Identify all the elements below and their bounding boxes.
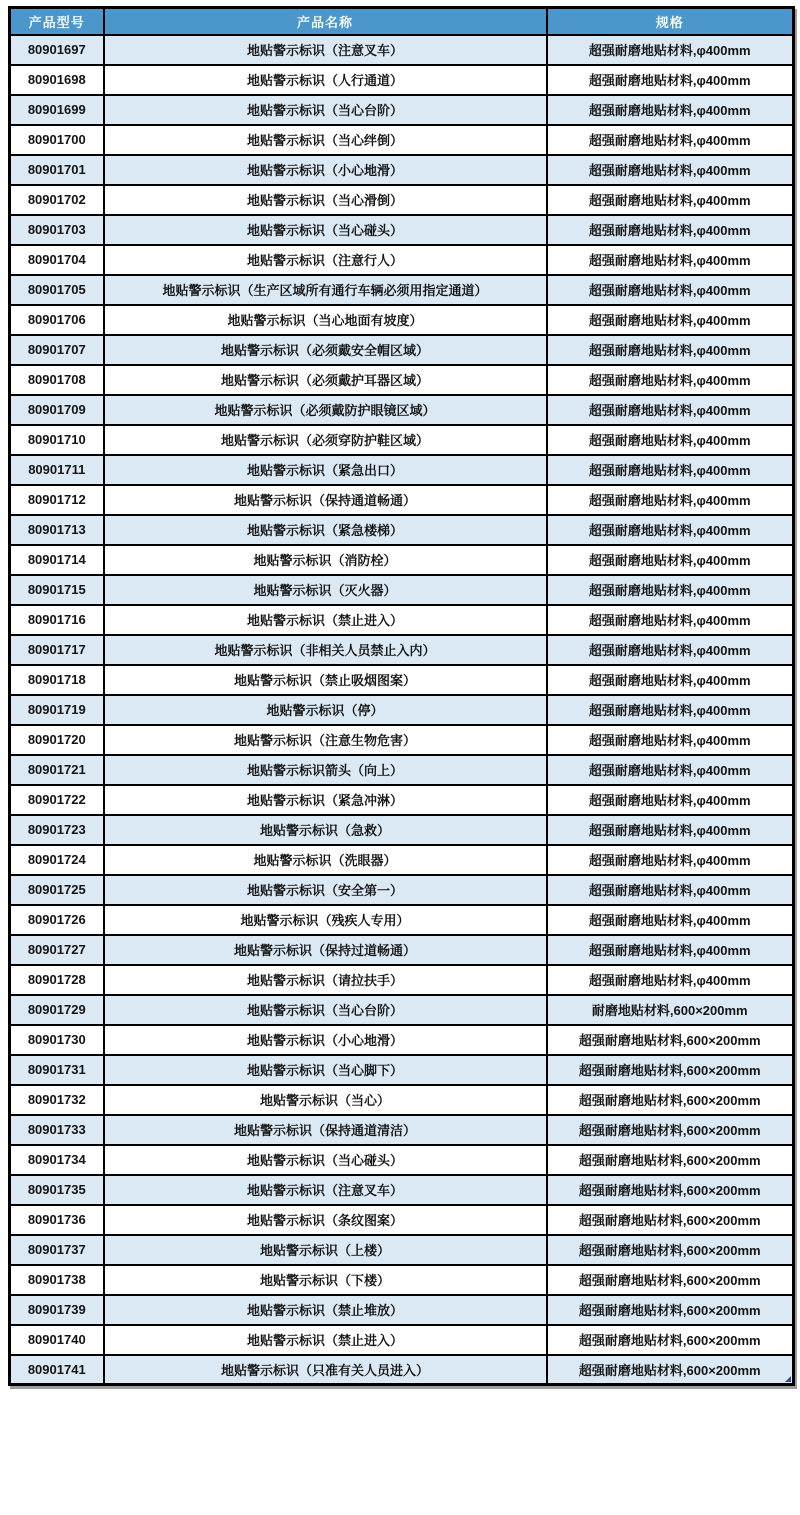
cell-spec: 超强耐磨地贴材料,φ400mm [547,605,794,635]
cell-model: 80901721 [10,755,104,785]
table-row [10,1115,794,1145]
cell-model: 80901728 [10,965,104,995]
cell-spec: 超强耐磨地贴材料,φ400mm [547,725,794,755]
table-row [10,455,794,485]
cell-name: 地贴警示标识（必须戴防护眼镜区域） [104,395,547,425]
table-row [10,1085,794,1115]
table-row [10,725,794,755]
cell-name: 地贴警示标识（灭火器） [104,575,547,605]
cell-name: 地贴警示标识（注意叉车） [104,35,547,65]
cell-model: 80901708 [10,365,104,395]
cell-name: 地贴警示标识（必须穿防护鞋区域） [104,425,547,455]
cell-name: 地贴警示标识（注意行人） [104,245,547,275]
table-row [10,995,794,1025]
cell-model: 80901716 [10,605,104,635]
cell-model: 80901703 [10,215,104,245]
table-row [10,1325,794,1355]
table-row [10,1175,794,1205]
cell-model: 80901725 [10,875,104,905]
cell-model: 80901704 [10,245,104,275]
cell-model: 80901710 [10,425,104,455]
product-table-container [8,6,795,1386]
cell-model: 80901726 [10,905,104,935]
table-row [10,155,794,185]
table-row [10,245,794,275]
cell-model: 80901709 [10,395,104,425]
cell-name: 地贴警示标识（条纹图案） [104,1205,547,1235]
table-row [10,305,794,335]
cell-spec: 超强耐磨地贴材料,600×200mm [547,1115,794,1145]
cell-name: 地贴警示标识（保持通道清洁） [104,1115,547,1145]
cell-spec: 超强耐磨地贴材料,600×200mm [547,1265,794,1295]
cell-model: 80901702 [10,185,104,215]
cell-model: 80901741 [10,1355,104,1385]
product-table [8,6,795,1386]
cell-name: 地贴警示标识（请拉扶手） [104,965,547,995]
cell-spec: 超强耐磨地贴材料,φ400mm [547,95,794,125]
cell-name: 地贴警示标识（禁止吸烟图案） [104,665,547,695]
cell-name: 地贴警示标识（消防栓） [104,545,547,575]
table-row [10,185,794,215]
cell-name: 地贴警示标识箭头（向上） [104,755,547,785]
cell-name: 地贴警示标识（下楼） [104,1265,547,1295]
cell-spec: 超强耐磨地贴材料,φ400mm [547,665,794,695]
cell-model: 80901733 [10,1115,104,1145]
cell-spec: 超强耐磨地贴材料,φ400mm [547,905,794,935]
cell-name: 地贴警示标识（紧急冲淋） [104,785,547,815]
cell-name: 地贴警示标识（残疾人专用） [104,905,547,935]
cell-name: 地贴警示标识（当心碰头） [104,1145,547,1175]
cell-model: 80901729 [10,995,104,1025]
cell-name: 地贴警示标识（保持过道畅通） [104,935,547,965]
table-row [10,695,794,725]
cell-name: 地贴警示标识（禁止堆放） [104,1295,547,1325]
cell-name: 地贴警示标识（禁止进入） [104,1325,547,1355]
cell-name: 地贴警示标识（当心地面有坡度） [104,305,547,335]
cell-model: 80901722 [10,785,104,815]
cell-model: 80901715 [10,575,104,605]
cell-name: 地贴警示标识（当心） [104,1085,547,1115]
table-row [10,845,794,875]
cell-spec: 超强耐磨地贴材料,φ400mm [547,365,794,395]
table-row [10,515,794,545]
table-row [10,1025,794,1055]
selection-corner-handle [785,1376,791,1382]
cell-model: 80901701 [10,155,104,185]
cell-spec: 超强耐磨地贴材料,φ400mm [547,935,794,965]
table-row [10,755,794,785]
cell-model: 80901732 [10,1085,104,1115]
cell-spec: 超强耐磨地贴材料,φ400mm [547,335,794,365]
cell-spec: 超强耐磨地贴材料,φ400mm [547,785,794,815]
cell-name: 地贴警示标识（当心滑倒） [104,185,547,215]
cell-model: 80901707 [10,335,104,365]
cell-model: 80901734 [10,1145,104,1175]
table-row [10,635,794,665]
table-row [10,785,794,815]
cell-name: 地贴警示标识（洗眼器） [104,845,547,875]
table-row [10,905,794,935]
cell-model: 80901736 [10,1205,104,1235]
cell-model: 80901724 [10,845,104,875]
cell-spec: 超强耐磨地贴材料,φ400mm [547,875,794,905]
column-header-name: 产品名称 [104,8,547,35]
cell-name: 地贴警示标识（保持通道畅通） [104,485,547,515]
table-row [10,1055,794,1085]
cell-model: 80901700 [10,125,104,155]
cell-model: 80901737 [10,1235,104,1265]
cell-spec: 超强耐磨地贴材料,600×200mm [547,1235,794,1265]
cell-spec: 超强耐磨地贴材料,φ400mm [547,305,794,335]
cell-model: 80901723 [10,815,104,845]
cell-model: 80901698 [10,65,104,95]
cell-spec: 超强耐磨地贴材料,φ400mm [547,545,794,575]
table-row [10,65,794,95]
cell-spec: 超强耐磨地贴材料,φ400mm [547,575,794,605]
cell-name: 地贴警示标识（急救） [104,815,547,845]
table-row [10,125,794,155]
cell-spec: 超强耐磨地贴材料,φ400mm [547,185,794,215]
cell-model: 80901705 [10,275,104,305]
cell-name: 地贴警示标识（安全第一） [104,875,547,905]
table-row [10,365,794,395]
cell-model: 80901730 [10,1025,104,1055]
cell-name: 地贴警示标识（上楼） [104,1235,547,1265]
cell-spec: 超强耐磨地贴材料,φ400mm [547,155,794,185]
cell-name: 地贴警示标识（当心台阶） [104,95,547,125]
table-row [10,1235,794,1265]
cell-spec: 超强耐磨地贴材料,φ400mm [547,125,794,155]
cell-spec: 超强耐磨地贴材料,φ400mm [547,425,794,455]
table-row [10,35,794,65]
cell-name: 地贴警示标识（禁止进入） [104,605,547,635]
cell-name: 地贴警示标识（紧急出口） [104,455,547,485]
cell-spec: 超强耐磨地贴材料,600×200mm [547,1325,794,1355]
cell-spec: 超强耐磨地贴材料,φ400mm [547,245,794,275]
cell-model: 80901739 [10,1295,104,1325]
cell-model: 80901727 [10,935,104,965]
table-row [10,1205,794,1235]
cell-model: 80901719 [10,695,104,725]
cell-model: 80901738 [10,1265,104,1295]
cell-model: 80901713 [10,515,104,545]
table-row [10,425,794,455]
cell-spec: 超强耐磨地贴材料,φ400mm [547,755,794,785]
cell-name: 地贴警示标识（非相关人员禁止入内） [104,635,547,665]
cell-spec: 超强耐磨地贴材料,600×200mm [547,1025,794,1055]
table-row [10,665,794,695]
cell-name: 地贴警示标识（生产区域所有通行车辆必须用指定通道） [104,275,547,305]
cell-spec: 超强耐磨地贴材料,φ400mm [547,695,794,725]
cell-spec: 超强耐磨地贴材料,600×200mm [547,1295,794,1325]
cell-name: 地贴警示标识（必须戴护耳器区域） [104,365,547,395]
column-header-spec: 规格 [547,8,794,35]
cell-spec: 超强耐磨地贴材料,φ400mm [547,215,794,245]
cell-spec: 超强耐磨地贴材料,φ400mm [547,515,794,545]
cell-spec: 超强耐磨地贴材料,φ400mm [547,845,794,875]
cell-name: 地贴警示标识（当心脚下） [104,1055,547,1085]
cell-name: 地贴警示标识（注意生物危害） [104,725,547,755]
cell-model: 80901735 [10,1175,104,1205]
table-row [10,1355,794,1385]
cell-spec: 超强耐磨地贴材料,φ400mm [547,965,794,995]
table-row [10,935,794,965]
cell-name: 地贴警示标识（人行通道） [104,65,547,95]
table-row [10,395,794,425]
cell-spec: 超强耐磨地贴材料,φ400mm [547,35,794,65]
table-row [10,1145,794,1175]
cell-spec: 超强耐磨地贴材料,φ400mm [547,635,794,665]
cell-model: 80901714 [10,545,104,575]
cell-spec: 超强耐磨地贴材料,φ400mm [547,65,794,95]
cell-model: 80901697 [10,35,104,65]
cell-model: 80901720 [10,725,104,755]
cell-spec: 超强耐磨地贴材料,600×200mm [547,1145,794,1175]
table-row [10,95,794,125]
cell-name: 地贴警示标识（停） [104,695,547,725]
cell-model: 80901711 [10,455,104,485]
cell-name: 地贴警示标识（小心地滑） [104,1025,547,1055]
cell-spec: 耐磨地贴材料,600×200mm [547,995,794,1025]
cell-name: 地贴警示标识（当心碰头） [104,215,547,245]
cell-name: 地贴警示标识（小心地滑） [104,155,547,185]
table-row [10,965,794,995]
cell-model: 80901699 [10,95,104,125]
cell-name: 地贴警示标识（紧急楼梯） [104,515,547,545]
cell-spec: 超强耐磨地贴材料,600×200mm [547,1085,794,1115]
table-row [10,605,794,635]
cell-spec: 超强耐磨地贴材料,φ400mm [547,815,794,845]
table-row [10,485,794,515]
table-row [10,335,794,365]
cell-name: 地贴警示标识（当心台阶） [104,995,547,1025]
cell-spec: 超强耐磨地贴材料,600×200mm [547,1355,794,1385]
table-row [10,575,794,605]
table-row [10,545,794,575]
cell-spec: 超强耐磨地贴材料,φ400mm [547,455,794,485]
cell-model: 80901731 [10,1055,104,1085]
cell-model: 80901717 [10,635,104,665]
cell-name: 地贴警示标识（注意叉车） [104,1175,547,1205]
cell-model: 80901740 [10,1325,104,1355]
table-row [10,215,794,245]
table-row [10,1295,794,1325]
cell-spec: 超强耐磨地贴材料,φ400mm [547,485,794,515]
cell-spec: 超强耐磨地贴材料,600×200mm [547,1055,794,1085]
cell-model: 80901712 [10,485,104,515]
table-row [10,875,794,905]
cell-model: 80901706 [10,305,104,335]
cell-name: 地贴警示标识（必须戴安全帽区域） [104,335,547,365]
header-row [10,8,794,35]
cell-spec: 超强耐磨地贴材料,φ400mm [547,275,794,305]
cell-model: 80901718 [10,665,104,695]
cell-spec: 超强耐磨地贴材料,600×200mm [547,1205,794,1235]
cell-name: 地贴警示标识（当心绊倒） [104,125,547,155]
table-row [10,815,794,845]
cell-name: 地贴警示标识（只准有关人员进入） [104,1355,547,1385]
cell-spec: 超强耐磨地贴材料,600×200mm [547,1175,794,1205]
table-row [10,275,794,305]
table-row [10,1265,794,1295]
column-header-model: 产品型号 [10,8,104,35]
cell-spec: 超强耐磨地贴材料,φ400mm [547,395,794,425]
